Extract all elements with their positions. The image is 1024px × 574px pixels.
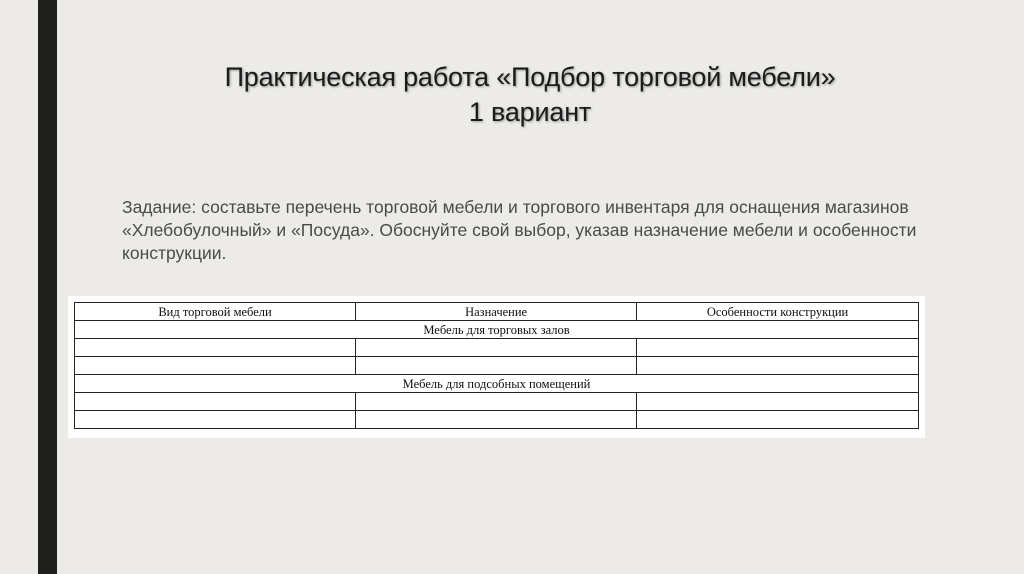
slide-title	[100, 60, 960, 130]
table-row	[75, 393, 919, 411]
section-row-sales	[75, 321, 919, 339]
table-cell[interactable]	[637, 411, 919, 429]
section-label-utility: Мебель для подсобных помещений	[75, 375, 919, 393]
table-cell[interactable]	[637, 393, 919, 411]
table-cell[interactable]	[637, 357, 919, 375]
table-row	[75, 357, 919, 375]
table-cell[interactable]	[75, 357, 356, 375]
header-furniture-type: Вид торговой мебели	[75, 303, 356, 321]
section-row-utility	[75, 375, 919, 393]
task-text: Задание: составьте перечень торговой мебели и торгового инвентаря для оснащения магазинов «Хлебобулочный» и «Посуда». Обоснуйте свой выбор, указав назначение мебели и особенности конструкции.	[122, 197, 917, 263]
accent-bar	[38, 0, 57, 574]
table-cell[interactable]	[637, 339, 919, 357]
table-row	[75, 411, 919, 429]
table-cell[interactable]	[75, 393, 356, 411]
table-cell[interactable]	[356, 411, 637, 429]
table-row	[75, 339, 919, 357]
table-header-row	[75, 303, 919, 321]
section-label-sales: Мебель для торговых залов	[75, 321, 919, 339]
table-cell[interactable]	[356, 357, 637, 375]
header-construction-features: Особенности конструкции	[637, 303, 919, 321]
table-cell[interactable]	[75, 411, 356, 429]
furniture-table	[74, 302, 919, 429]
table-cell[interactable]	[356, 393, 637, 411]
table-cell[interactable]	[356, 339, 637, 357]
table-cell[interactable]	[75, 339, 356, 357]
slide-title-line2: 1 вариант	[468, 97, 592, 127]
table-container	[68, 296, 925, 438]
header-purpose: Назначение	[356, 303, 637, 321]
slide-title-line1: Практическая работа «Подбор торговой мебели»	[224, 62, 836, 92]
